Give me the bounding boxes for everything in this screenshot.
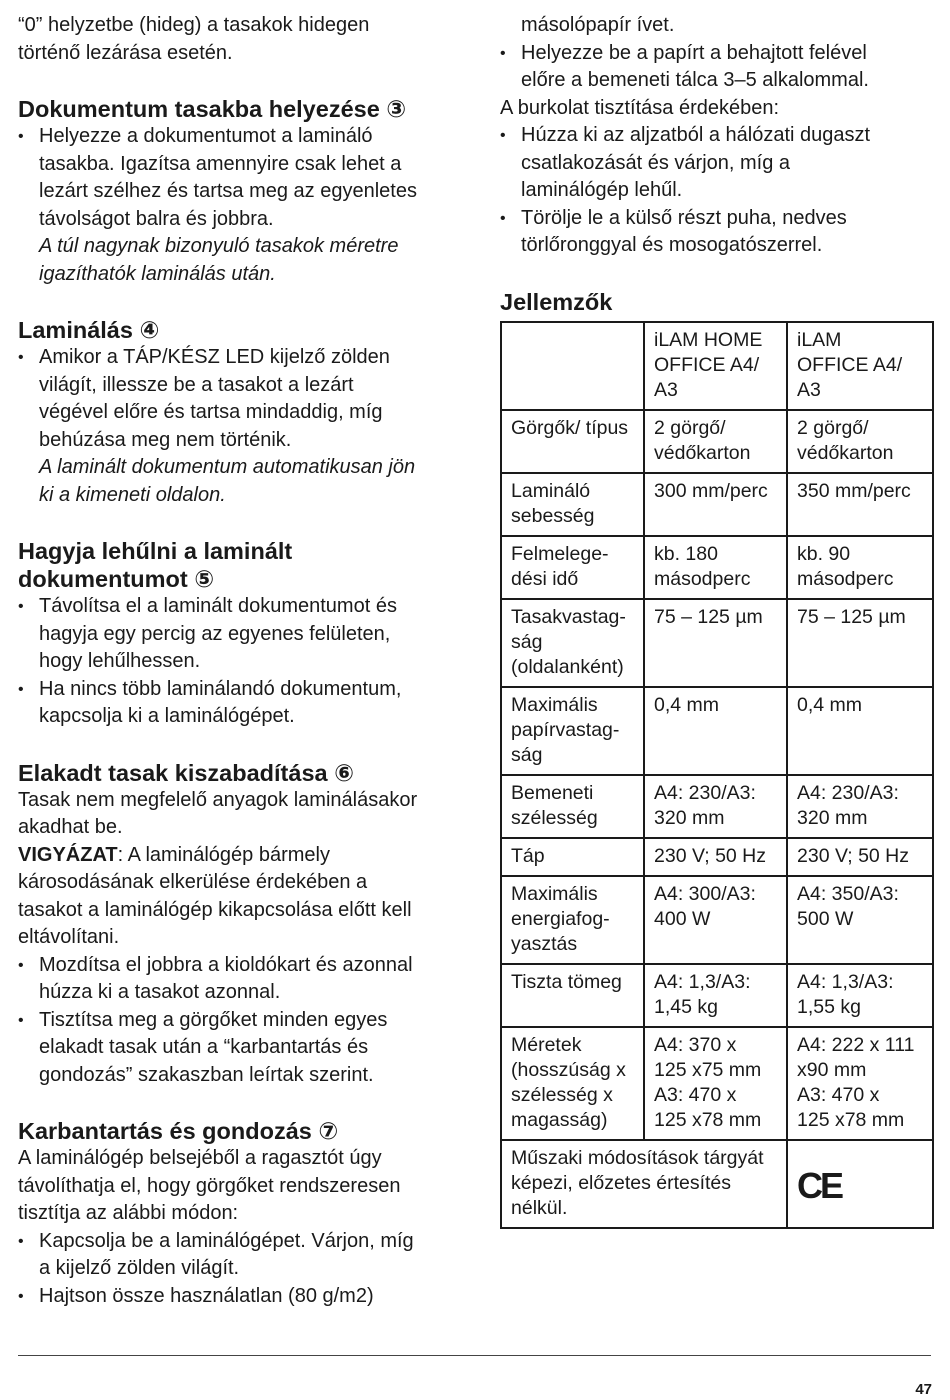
footer-divider <box>18 1355 931 1356</box>
table-row <box>501 1027 933 1140</box>
section-title: Dokumentum tasakba helyezése ③ <box>18 96 407 122</box>
note: A túl nagynak bizonyuló tasakok méretre igazíthatók laminálás után. <box>39 235 399 285</box>
section-laminating <box>18 316 463 509</box>
table-footer-row <box>501 1140 933 1228</box>
table-cell: Tasakvastag- ság (oldalanként) <box>501 599 644 687</box>
right-column <box>500 12 932 1229</box>
list-item: • Húzza ki az aljzatból a hálózati dugaszt csatlakozását és várjon, míg a laminálógép lehűl. <box>500 122 932 205</box>
table-row <box>501 687 933 775</box>
table-cell: Tiszta tömeg <box>501 964 644 1027</box>
table-cell: A4: 230/A3: 320 mm <box>787 775 933 838</box>
intro-text: “0” helyzetbe (hideg) a tasakok hidegen történő lezárása esetén. <box>18 14 370 64</box>
list-item: • Mozdítsa el jobbra a kioldókart és azonnal húzza ki a tasakot azonnal. <box>18 952 463 1007</box>
table-cell: 300 mm/perc <box>644 473 787 536</box>
table-cell: kb. 90 másodperc <box>787 536 933 599</box>
table-row <box>501 599 933 687</box>
table-cell: Méretek (hosszúság x szélesség x magasság) <box>501 1027 644 1140</box>
left-column <box>18 12 463 1310</box>
table-cell: 75 – 125 µm <box>644 599 787 687</box>
table-cell: iLAM HOME OFFICE A4/ A3 <box>644 322 787 410</box>
section-insert-document <box>18 95 463 288</box>
table-cell: A4: 222 x 111 x90 mm A3: 470 x 125 x78 mm <box>787 1027 933 1140</box>
table-cell: 0,4 mm <box>787 687 933 775</box>
list-item: • Helyezze be a papírt a behajtott felével előre a bemeneti tálca 3–5 alkalommal. <box>500 40 932 95</box>
table-row <box>501 473 933 536</box>
table-row <box>501 838 933 876</box>
note: A laminált dokumentum automatikusan jön ki a kimeneti oldalon. <box>39 456 416 506</box>
table-cell: A4: 300/A3: 400 W <box>644 876 787 964</box>
table-cell: kb. 180 másodperc <box>644 536 787 599</box>
table-cell: A4: 1,3/A3: 1,45 kg <box>644 964 787 1027</box>
warning-paragraph: VIGYÁZAT: A laminálógép bármely károsodásának elkerülése érdekében a tasakot a laminálógép kikapcsolása előtt kell eltávolítani. <box>18 843 412 948</box>
disclaimer-cell: Műszaki módosítások tárgyát képezi, előzetes értesítés nélkül. <box>501 1140 787 1228</box>
table-cell: A4: 1,3/A3: 1,55 kg <box>787 964 933 1027</box>
table-row <box>501 410 933 473</box>
spec-title: Jellemzők <box>500 288 613 315</box>
list-item: • Ha nincs több laminálandó dokumentum, kapcsolja ki a laminálógépet. <box>18 676 463 731</box>
table-cell: 0,4 mm <box>644 687 787 775</box>
table-row <box>501 876 933 964</box>
section-title: Elakadt tasak kiszabadítása ⑥ <box>18 759 355 786</box>
table-cell: 230 V; 50 Hz <box>787 838 933 876</box>
table-cell: A4: 370 x 125 x75 mm A3: 470 x 125 x78 mm <box>644 1027 787 1140</box>
table-cell: 75 – 125 µm <box>787 599 933 687</box>
paragraph: A laminálógép belsejéből a ragasztót úgy távolíthatja el, hogy görgőket rendszeresen tisztítja az alábbi módon: <box>18 1147 401 1224</box>
section-title: Laminálás ④ <box>18 317 160 343</box>
table-cell: iLAM OFFICE A4/ A3 <box>787 322 933 410</box>
continued-text: másolópapír ívet. <box>521 14 675 36</box>
section-cooling <box>18 537 463 731</box>
table-cell: Felmelege- dési idő <box>501 536 644 599</box>
section-jam-release <box>18 759 463 1090</box>
table-cell: Táp <box>501 838 644 876</box>
table-cell: A4: 350/A3: 500 W <box>787 876 933 964</box>
list-item: • Hajtson össze használatlan (80 g/m2) <box>18 1283 463 1311</box>
section-title: Hagyja lehűlni a laminált dokumentumot ⑤ <box>18 538 293 592</box>
ce-cell <box>787 1140 933 1228</box>
paragraph: Tasak nem megfelelő anyagok laminálásakor akadhat be. <box>18 788 418 838</box>
table-cell: A4: 230/A3: 320 mm <box>644 775 787 838</box>
table-row <box>501 775 933 838</box>
table-cell: 230 V; 50 Hz <box>644 838 787 876</box>
table-cell: 2 görgő/ védőkarton <box>787 410 933 473</box>
casing-cleaning-text: A burkolat tisztítása érdekében: <box>500 96 780 119</box>
page-number: 47 <box>915 1381 932 1398</box>
table-cell: Görgők/ típus <box>501 410 644 473</box>
list-item: • Tisztítsa meg a görgőket minden egyes elakadt tasak után a “karbantartás és gondozás” szakaszban leírtak szerint. <box>18 1007 463 1090</box>
table-row <box>501 964 933 1027</box>
ce-mark-icon: CE <box>797 1165 842 1206</box>
table-cell: Bemeneti szélesség <box>501 775 644 838</box>
list-item: • Törölje le a külső részt puha, nedves törlőronggyal és mosogatószerrel. <box>500 205 932 260</box>
table-cell: 2 görgő/ védőkarton <box>644 410 787 473</box>
table-header-row <box>501 322 933 410</box>
table-cell: Lamináló sebesség <box>501 473 644 536</box>
table-row <box>501 536 933 599</box>
table-cell: Maximális energiafog- yasztás <box>501 876 644 964</box>
list-item: • Távolítsa el a laminált dokumentumot és hagyja egy percig az egyenes felületen, hogy lehűlhessen. <box>18 593 463 676</box>
list-item: • Amikor a TÁP/KÉSZ LED kijelző zölden világít, illessze be a tasakot a lezárt végével előre és tartsa mindaddig, míg behúzása meg nem történik. A laminált dokumentum automatikusan jön ki a kimeneti oldalon. <box>18 344 463 509</box>
warning-label: VIGYÁZAT <box>18 843 118 866</box>
table-cell: Maximális papírvastag- ság <box>501 687 644 775</box>
table-cell: 350 mm/perc <box>787 473 933 536</box>
list-item: • Kapcsolja be a laminálógépet. Várjon, míg a kijelző zölden világít. <box>18 1228 463 1283</box>
table-cell <box>501 322 644 410</box>
section-title: Karbantartás és gondozás ⑦ <box>18 1118 339 1144</box>
spec-table <box>500 321 934 1229</box>
section-maintenance <box>18 1117 463 1310</box>
list-item: • Helyezze a dokumentumot a lamináló tasakba. Igazítsa amennyire csak lehet a lezárt szélhez és tartsa meg az egyenletes távolságot balra és jobbra. A túl nagynak bizonyuló tasakok méretre igazíthatók laminálás után. <box>18 123 463 288</box>
